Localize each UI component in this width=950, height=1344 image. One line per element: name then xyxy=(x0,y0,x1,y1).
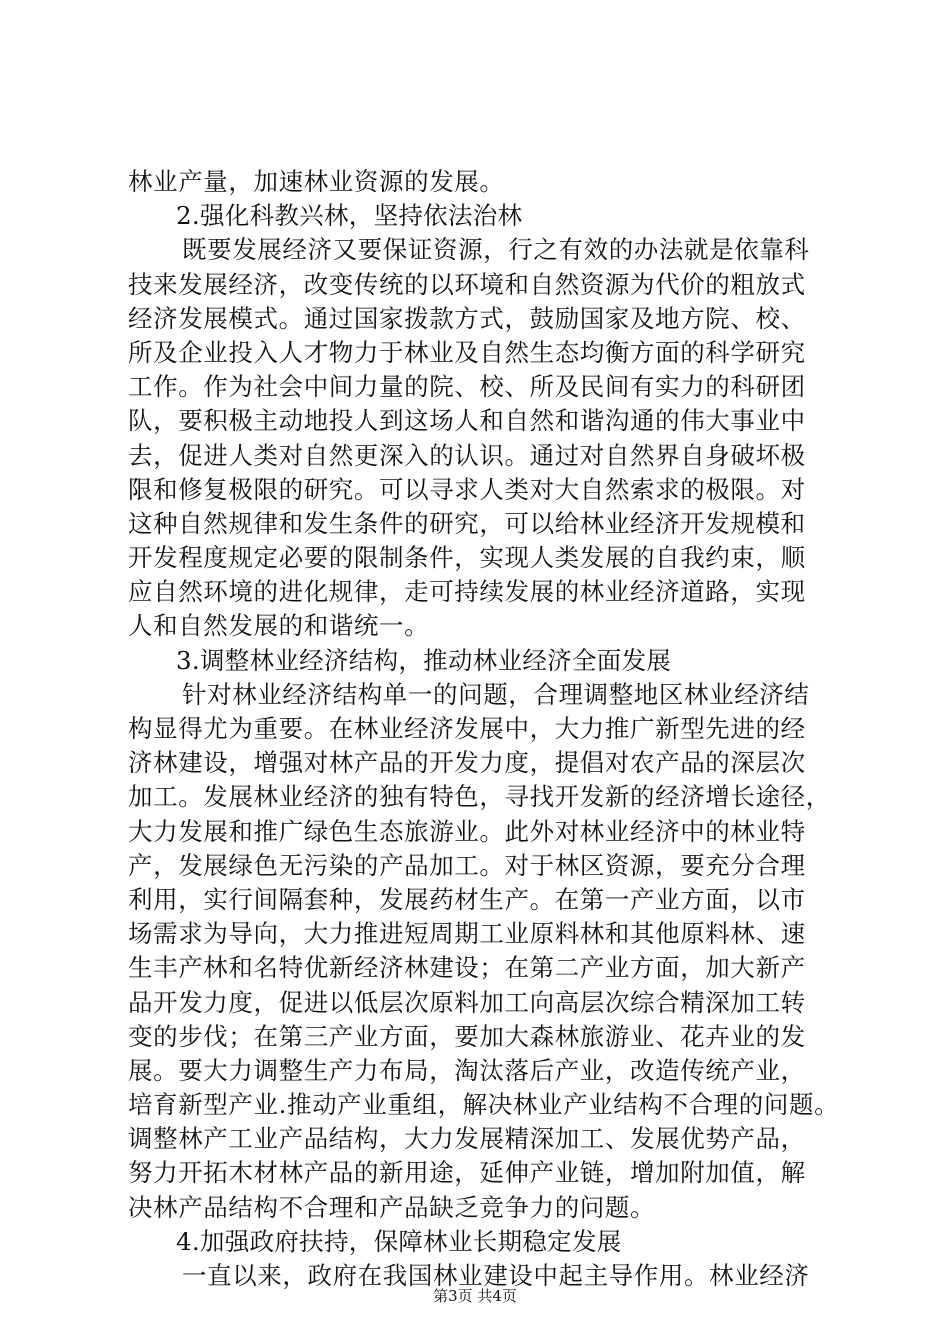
text-line: 大力发展和推广绿色生态旅游业。此外对林业经济中的林业特 xyxy=(128,816,806,846)
text-line: 技来发展经济，改变传统的以环境和自然资源为代价的粗放式 xyxy=(128,269,806,299)
text-line: 品开发力度，促进以低层次原料加工向高层次综合精深加工转 xyxy=(128,987,806,1017)
document-body xyxy=(128,165,848,1293)
text-line: 加工。发展林业经济的独有特色，寻找开发新的经济增长途径， xyxy=(128,782,831,812)
text-line: 产，发展绿色无污染的产品加工。对于林区资源，要充分合理 xyxy=(128,850,806,880)
text-line: 生丰产林和名特优新经济林建设；在第二产业方面，加大新产 xyxy=(128,953,806,983)
text-line: 工作。作为社会中间力量的院、校、所及民间有实力的科研团 xyxy=(128,372,806,402)
text-line: 所及企业投入人才物力于林业及自然生态均衡方面的科学研究 xyxy=(128,337,806,367)
text-line: 去，促进人类对自然更深入的认识。通过对自然界自身破坏极 xyxy=(128,440,806,470)
text-line: 这种自然规律和发生条件的研究，可以给林业经济开发规模和 xyxy=(128,508,806,538)
text-line: 一直以来，政府在我国林业建设中起主导作用。林业经济 xyxy=(182,1261,810,1290)
text-line: 调整林产工业产品结构，大力发展精深加工、发展优势产品， xyxy=(128,1124,806,1154)
text-line: 构显得尤为重要。在林业经济发展中，大力推广新型先进的经 xyxy=(128,714,806,743)
section-heading: 2.强化科教兴林，坚持依法治林 xyxy=(176,201,523,231)
text-line: 限和修复极限的研究。可以寻求人类对大自然索求的极限。对 xyxy=(128,474,806,504)
text-line: 努力开拓木材林产品的新用途，延伸产业链，增加附加值，解 xyxy=(128,1158,806,1188)
text-line: 开发程度规定必要的限制条件，实现人类发展的自我约束，顺 xyxy=(128,543,806,573)
text-line: 决林产品结构不合理和产品缺乏竞争力的问题。 xyxy=(128,1192,656,1222)
text-line: 针对林业经济结构单一的问题，合理调整地区林业经济结 xyxy=(182,679,810,709)
text-line: 队，要积极主动地投人到这场人和自然和谐沟通的伟大事业中 xyxy=(128,406,806,436)
text-line: 场需求为导向，大力推进短周期工业原料林和其他原料林、速 xyxy=(128,919,806,949)
text-line: 培育新型产业.推动产业重组，解决林业产业结构不合理的问题。 xyxy=(128,1090,840,1120)
text-line: 人和自然发展的和谐统一。 xyxy=(128,611,430,641)
section-heading: 4.加强政府扶持，保障林业长期稳定发展 xyxy=(176,1226,622,1256)
text-line: 应自然环境的进化规律，走可持续发展的林业经济道路，实现 xyxy=(128,577,806,607)
text-line: 既要发展经济又要保证资源，行之有效的办法就是依靠科 xyxy=(182,235,810,265)
text-line: 经济发展模式。通过国家拨款方式，鼓励国家及地方院、校、 xyxy=(128,303,806,333)
text-line: 利用，实行间隔套种，发展药材生产。在第一产业方面，以市 xyxy=(128,884,806,914)
text-line: 展。要大力调整生产力布局，淘汰落后产业，改造传统产业， xyxy=(128,1055,806,1085)
text-line: 变的步伐；在第三产业方面，要加大森林旅游业、花卉业的发 xyxy=(128,1021,806,1051)
text-line: 济林建设，增强对林产品的开发力度，提倡对农产品的深层次 xyxy=(128,748,806,778)
section-heading: 3.调整林业经济结构，推动林业经济全面发展 xyxy=(176,645,672,675)
page-footer xyxy=(0,1286,950,1306)
page-number: 第3页 共4页 xyxy=(433,1287,517,1305)
text-line: 林业产量，加速林业资源的发展。 xyxy=(128,167,505,196)
